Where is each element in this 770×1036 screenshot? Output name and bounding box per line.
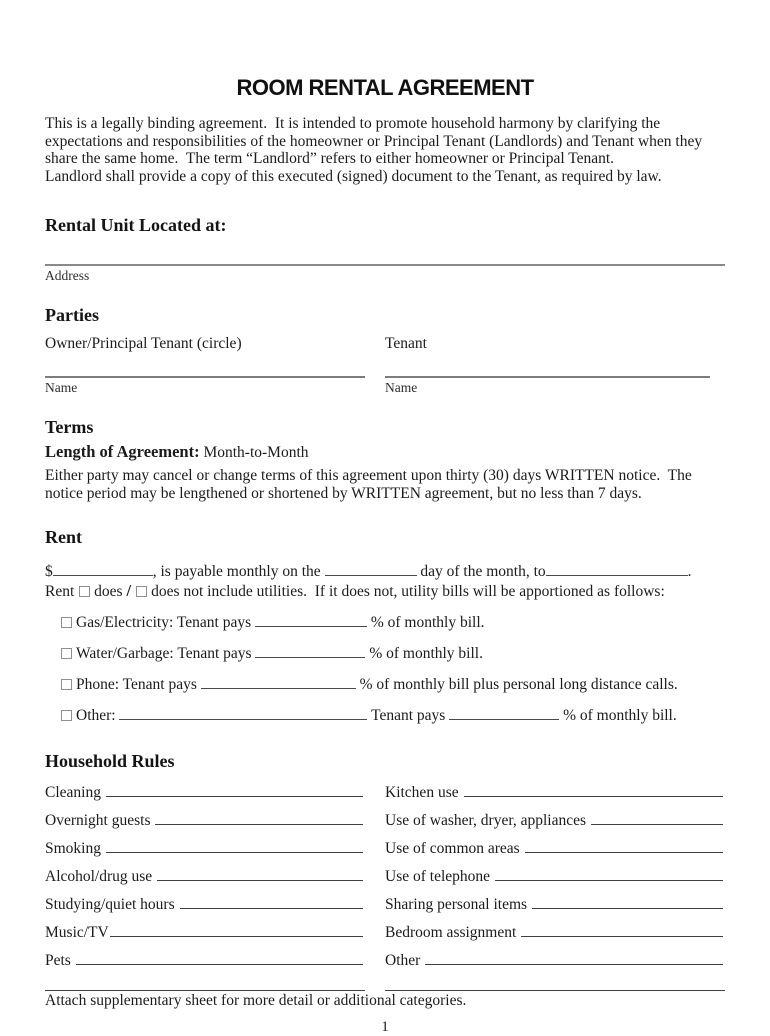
- rule-label: Bedroom assignment: [385, 924, 517, 941]
- rule-row-washer-dryer-appliances: [385, 813, 725, 828]
- telephone-input-line[interactable]: [495, 880, 723, 881]
- rule-row-common-areas: [385, 841, 725, 856]
- phone-label: Phone: Tenant pays: [76, 676, 201, 693]
- does-not-checkbox[interactable]: [136, 586, 147, 597]
- rule-label: Studying/quiet hours: [45, 896, 175, 913]
- supplementary-line-right[interactable]: [385, 990, 725, 991]
- rule-row-sharing-personal-items: [385, 897, 725, 912]
- water-garbage-checkbox[interactable]: [61, 648, 72, 659]
- rent-amount-row: [45, 563, 725, 580]
- page-number: 1: [381, 1019, 389, 1035]
- kitchen-use-input-line[interactable]: [464, 796, 723, 797]
- rent-payable-text: , is payable monthly on the: [152, 563, 325, 580]
- gas-electricity-percent-blank[interactable]: [255, 614, 367, 627]
- length-of-agreement-row: [45, 443, 725, 462]
- owner-name-input-line[interactable]: [45, 376, 365, 378]
- rule-row-music-tv: [45, 925, 365, 940]
- rule-label: Cleaning: [45, 784, 101, 801]
- other-utility-mid: Tenant pays: [367, 707, 450, 724]
- other-utility-checkbox[interactable]: [61, 710, 72, 721]
- common-areas-input-line[interactable]: [525, 852, 723, 853]
- rental-unit-heading: Rental Unit Located at:: [45, 215, 227, 235]
- does-label: does: [94, 583, 127, 600]
- rent-amount-prefix: $: [45, 563, 53, 580]
- rent-payee-blank[interactable]: [546, 563, 688, 576]
- parties-heading: Parties: [45, 305, 99, 325]
- rule-label: Use of washer, dryer, appliances: [385, 812, 587, 829]
- intro-line: Landlord shall provide a copy of this executed (signed) document to the Tenant, as required by law.: [45, 167, 662, 185]
- pets-input-line[interactable]: [76, 964, 363, 965]
- rule-label: Other: [385, 952, 421, 969]
- tenant-label: Tenant: [385, 335, 427, 352]
- rule-label: Kitchen use: [385, 784, 459, 801]
- rule-label: Use of common areas: [385, 840, 520, 857]
- owner-name-label: Name: [45, 380, 78, 395]
- rent-period: .: [687, 563, 692, 580]
- terms-paragraph: [45, 467, 725, 502]
- utility-row-phone: [45, 676, 725, 693]
- overnight-guests-input-line[interactable]: [155, 824, 363, 825]
- utility-row-water-garbage: [45, 645, 725, 662]
- bedroom-assignment-input-line[interactable]: [521, 936, 723, 937]
- owner-principal-tenant-label: Owner/Principal Tenant (circle): [45, 335, 242, 352]
- length-of-agreement-label: Length of Agreement:: [45, 442, 200, 461]
- rule-row-smoking: [45, 841, 365, 856]
- intro-paragraph: [45, 115, 725, 185]
- intro-line: share the same home. The term “Landlord” refers to either homeowner or Principal Tenant.: [45, 150, 615, 167]
- rule-row-bedroom-assignment: [385, 925, 725, 940]
- rent-heading: Rent: [45, 527, 82, 547]
- rule-label: Smoking: [45, 840, 101, 857]
- slash-separator: /: [126, 581, 136, 600]
- tenant-name-input-line[interactable]: [385, 376, 710, 378]
- rule-label: Use of telephone: [385, 868, 491, 885]
- rule-row-overnight-guests: [45, 813, 365, 828]
- rule-row-studying-quiet-hours: [45, 897, 365, 912]
- phone-percent-blank[interactable]: [201, 676, 356, 689]
- cleaning-input-line[interactable]: [106, 796, 363, 797]
- water-garbage-suffix: % of monthly bill.: [365, 645, 483, 662]
- address-label: Address: [45, 268, 90, 283]
- phone-suffix: % of monthly bill plus personal long distance calls.: [355, 676, 678, 693]
- rent-word: Rent: [45, 583, 79, 600]
- water-garbage-percent-blank[interactable]: [255, 645, 365, 658]
- footer-note: Attach supplementary sheet for more detail or additional categories.: [45, 992, 467, 1009]
- sharing-personal-items-input-line[interactable]: [532, 908, 723, 909]
- supplementary-line-left[interactable]: [45, 990, 365, 991]
- water-garbage-label: Water/Garbage: Tenant pays: [76, 645, 256, 662]
- rule-row-cleaning: [45, 785, 365, 800]
- length-of-agreement-value: Month-to-Month: [199, 444, 309, 461]
- other-utility-percent-blank[interactable]: [449, 707, 559, 720]
- rule-label: Alcohol/drug use: [45, 868, 153, 885]
- rent-day-blank[interactable]: [325, 563, 417, 576]
- phone-checkbox[interactable]: [61, 679, 72, 690]
- intro-line: This is a legally binding agreement. It is intended to promote household harmony by clarifying the: [45, 115, 661, 132]
- terms-line: notice period may be lengthened or shortened by WRITTEN agreement, but no less than 7 days.: [45, 484, 642, 502]
- rule-label: Music/TV: [45, 924, 109, 941]
- utility-row-other: [45, 707, 725, 724]
- household-rules-heading: Household Rules: [45, 751, 175, 771]
- rule-row-telephone: [385, 869, 725, 884]
- rent-amount-blank[interactable]: [53, 563, 153, 576]
- rule-label: Pets: [45, 952, 71, 969]
- other-utility-label: Other:: [76, 707, 120, 724]
- rule-label: Sharing personal items: [385, 896, 528, 913]
- washer-dryer-appliances-input-line[interactable]: [591, 824, 723, 825]
- utility-row-gas-electricity: [45, 614, 725, 631]
- household-rules-right-column: [385, 772, 725, 968]
- music-tv-input-line[interactable]: [110, 936, 363, 937]
- household-rules-left-column: [45, 772, 365, 968]
- other-utility-suffix: % of monthly bill.: [559, 707, 677, 724]
- address-input-line[interactable]: [45, 264, 725, 266]
- gas-electricity-suffix: % of monthly bill.: [366, 614, 485, 631]
- smoking-input-line[interactable]: [106, 852, 363, 853]
- terms-heading: Terms: [45, 417, 94, 437]
- rent-utilities-row: [45, 582, 725, 600]
- does-not-text: does not include utilities. If it does not, utility bills will be apportioned as follows:: [151, 583, 665, 600]
- studying-quiet-hours-input-line[interactable]: [180, 908, 363, 909]
- intro-line: expectations and responsibilities of the homeowner or Principal Tenant (Landlords) and Tenant when they: [45, 132, 703, 150]
- document-title: ROOM RENTAL AGREEMENT: [236, 75, 534, 100]
- tenant-name-label: Name: [385, 380, 418, 395]
- rule-row-pets: [45, 953, 365, 968]
- gas-electricity-label: Gas/Electricity: Tenant pays: [76, 614, 255, 631]
- does-checkbox[interactable]: [79, 586, 90, 597]
- alcohol-drug-use-input-line[interactable]: [157, 880, 363, 881]
- other-rule-input-line[interactable]: [425, 964, 723, 965]
- gas-electricity-checkbox[interactable]: [61, 617, 72, 628]
- rule-label: Overnight guests: [45, 812, 151, 829]
- rule-row-alcohol-drug-use: [45, 869, 365, 884]
- rule-row-kitchen-use: [385, 785, 725, 800]
- other-utility-description-blank[interactable]: [119, 707, 367, 720]
- rent-day-text: day of the month, to: [416, 563, 546, 580]
- rule-row-other: [385, 953, 725, 968]
- terms-line: Either party may cancel or change terms of this agreement upon thirty (30) days WRITTEN notice. The: [45, 467, 692, 484]
